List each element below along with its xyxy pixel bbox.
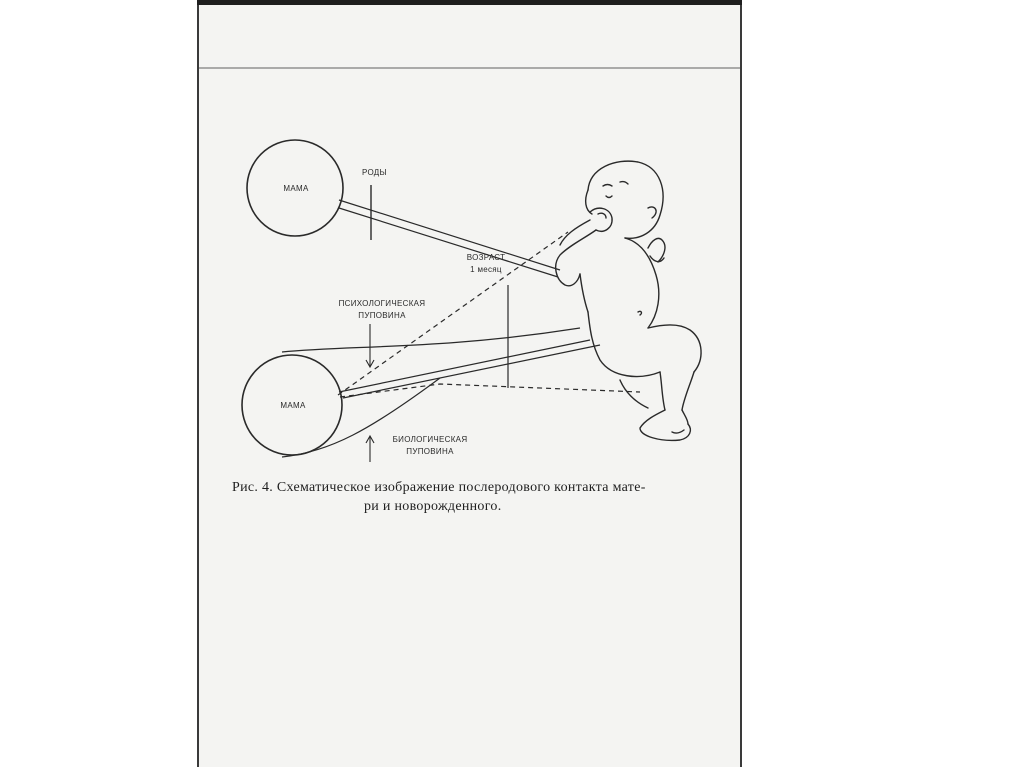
figure-caption: [232, 478, 712, 516]
psych-label-line1: ПСИХОЛОГИЧЕСКАЯ: [338, 299, 426, 308]
psych-arrow: [366, 324, 374, 367]
age-label-line1: ВОЗРАСТ: [466, 253, 506, 262]
birth-cord: [339, 200, 560, 277]
caption-line-2: ри и новорожденного.: [364, 499, 502, 514]
age-label-line2: 1 месяц: [470, 265, 502, 274]
caption-line-1: Рис. 4. Схематическое изображение послеродового контакта мате-: [232, 480, 646, 495]
baby-illustration: [556, 161, 701, 440]
psych-label-line2: ПУПОВИНА: [358, 311, 406, 320]
mother-label-top: МАМА: [283, 184, 309, 193]
birth-label: РОДЫ: [362, 168, 387, 177]
bio-label-line2: ПУПОВИНА: [406, 447, 454, 456]
mother-label-bottom: МАМА: [280, 401, 306, 410]
bio-arrow: [366, 436, 374, 462]
bio-label-line1: БИОЛОГИЧЕСКАЯ: [392, 435, 468, 444]
